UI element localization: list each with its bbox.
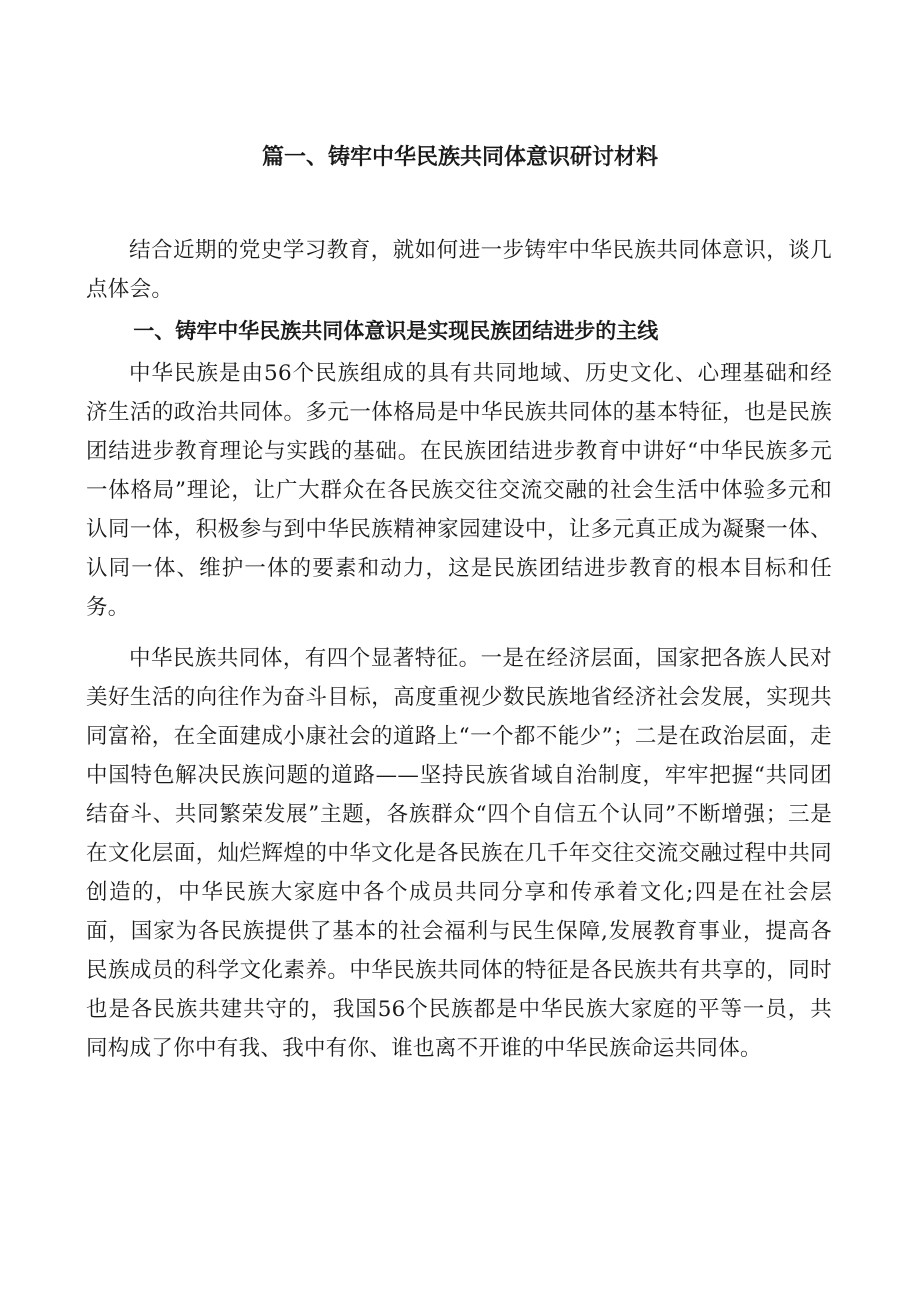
paragraph-spacer <box>86 627 832 639</box>
intro-paragraph: 结合近期的党史学习教育，就如何进一步铸牢中华民族共同体意识，谈几点体会。 <box>86 238 832 302</box>
body-paragraph-1: 中华民族是由56个民族组成的具有共同地域、历史文化、心理基础和经济生活的政治共同体。多元一体格局是中华民族共同体的基本特征，也是民族团结进步教育理论与实践的基础。在民族团结进步教育中讲好“中华民族多元一体格局”理论，让广大群众在各民族交往交流交融的社会生活中体验多元和认同一体，积极参与到中华民族精神家园建设中，让多元真正成为凝聚一体、认同一体、维护一体的要素和动力，这是民族团结进步教育的根本目标和任务。 <box>86 361 832 620</box>
document-body <box>86 231 832 1068</box>
document-title: 篇一、铸牢中华民族共同体意识研讨材料 <box>261 145 658 170</box>
body-paragraph-2: 中华民族共同体，有四个显著特征。一是在经济层面，国家把各族人民对美好生活的向往作为奋斗目标，高度重视少数民族地省经济社会发展，实现共同富裕，在全面建成小康社会的道路上“一个都不能少”；二是在政治层面，走中国特色解决民族问题的道路——坚持民族省域自治制度，牢牢把握“共同团结奋斗、共同繁荣发展”主题，各族群众“四个自信五个认同”不断增强；三是在文化层面，灿烂辉煌的中华文化是各民族在几千年交往交流交融过程中共同创造的，中华民族大家庭中各个成员共同分享和传承着文化;四是在社会层面，国家为各民族提供了基本的社会福利与民生保障,发展教育事业，提高各民族成员的科学文化素养。中华民族共同体的特征是各民族共有共享的，同时也是各民族共建共守的，我国56个民族都是中华民族大家庭的平等一员，共同构成了你中有我、我中有你、谁也离不开谁的中华民族命运共同体。 <box>86 646 832 1061</box>
section-heading: 一、铸牢中华民族共同体意识是实现民族团结进步的主线 <box>133 319 659 343</box>
